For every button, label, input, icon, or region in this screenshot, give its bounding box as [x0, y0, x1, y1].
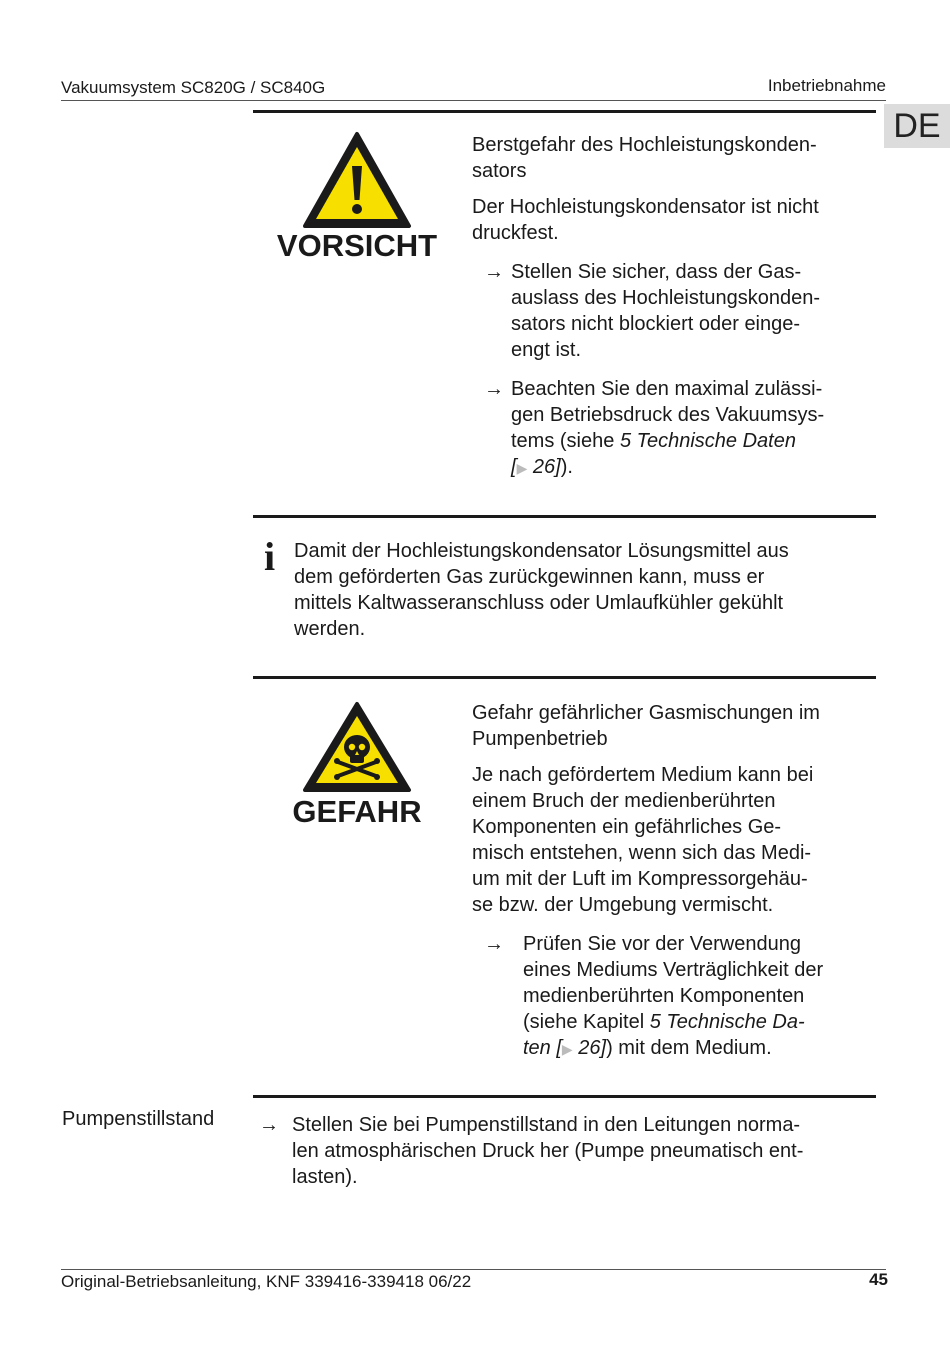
danger-body-line: se bzw. der Umgebung vermischt. [472, 894, 774, 916]
standstill-step [259, 1112, 879, 1192]
info-icon: i [264, 534, 276, 579]
info-line: dem geförderten Gas zurückgewinnen kann, muss er [294, 566, 765, 588]
arrow-right-icon: → [259, 1114, 279, 1136]
danger-body-line: misch entstehen, wenn sich das Medi- [472, 842, 812, 864]
danger-body-line: Komponenten ein gefährliches Ge- [472, 816, 782, 838]
step-line: Prüfen Sie vor der Verwendung [523, 933, 801, 955]
info-line: mittels Kaltwasseranschluss oder Umlaufkühler gekühlt [294, 592, 784, 614]
standstill-top-rule [253, 1095, 876, 1098]
cross-reference-link[interactable]: ten [ [523, 1037, 562, 1059]
danger-step [484, 931, 874, 1066]
cross-reference-bracket: [ [511, 456, 517, 478]
cross-reference-page[interactable]: 26] [527, 456, 561, 478]
caution-body-line: Der Hochleistungskondensator ist nicht [472, 196, 819, 218]
step-line: sators nicht blockiert oder einge- [511, 313, 801, 335]
cross-reference-link[interactable]: 5 Technische Daten [619, 430, 796, 452]
cross-reference-link[interactable]: 5 Technische Da- [649, 1011, 805, 1033]
danger-signal-word: GEFAHR [292, 794, 422, 829]
step-line: engt ist. [511, 339, 582, 361]
step-text: tems (siehe [511, 430, 620, 452]
step-line: auslass des Hochleistungskonden- [511, 287, 821, 309]
step-line: len atmosphärischen Druck her (Pumpe pneumatisch ent- [292, 1140, 804, 1162]
danger-body-line: um mit der Luft im Kompressorgehäu- [472, 868, 808, 890]
standstill-margin-label: Pumpenstillstand [62, 1108, 215, 1130]
danger-body-line: Je nach gefördertem Medium kann bei [472, 764, 814, 786]
step-line: Beachten Sie den maximal zulässi- [511, 378, 823, 400]
caution-title-line: Berstgefahr des Hochleistungskonden- [472, 134, 817, 156]
step-line: Stellen Sie bei Pumpenstillstand in den Leitungen norma- [292, 1114, 801, 1136]
step-line [511, 454, 824, 481]
arrow-right-icon: → [484, 261, 504, 283]
info-line: werden. [294, 618, 366, 640]
step-line: gen Betriebsdruck des Vakuumsys- [511, 404, 825, 426]
step-line [511, 428, 824, 454]
page-number: 45 [869, 1270, 888, 1289]
arrow-right-icon: → [484, 933, 504, 955]
reference-triangle-icon: ▶ [516, 460, 528, 476]
footer-divider [61, 1269, 886, 1270]
info-text [294, 538, 874, 642]
reference-triangle-icon: ▶ [561, 1041, 573, 1057]
caution-step-2 [484, 376, 874, 486]
step-text: (siehe Kapitel [523, 1011, 650, 1033]
step-line: Stellen Sie sicher, dass der Gas- [511, 261, 802, 283]
header-chapter-title: Inbetriebnahme [767, 76, 886, 95]
skull-warning-icon [301, 700, 413, 794]
footer-document-info: Original-Betriebsanleitung, KNF 339416-339418 06/22 [61, 1272, 472, 1291]
step-line [523, 1009, 823, 1035]
step-line: lasten). [292, 1166, 358, 1188]
danger-text [472, 700, 872, 918]
danger-body-line: einem Bruch der medienberührten [472, 790, 776, 812]
arrow-right-icon: → [484, 378, 504, 400]
step-line [523, 1035, 823, 1062]
danger-top-rule [253, 676, 876, 679]
step-line: medienberührten Komponenten [523, 985, 805, 1007]
caution-top-rule [253, 110, 876, 113]
language-tab: DE [884, 104, 950, 148]
caution-title-line: sators [472, 160, 527, 182]
caution-text [472, 132, 872, 246]
header-divider [61, 100, 886, 101]
step-line: eines Mediums Verträglichkeit der [523, 959, 824, 981]
info-top-rule [253, 515, 876, 518]
caution-signal-word: VORSICHT [276, 228, 438, 263]
step-text: ) mit dem Medium. [606, 1037, 772, 1059]
header-document-title: Vakuumsystem SC820G / SC840G [61, 78, 326, 97]
step-text: ). [560, 456, 573, 478]
info-line: Damit der Hochleistungskondensator Lösungsmittel aus [294, 540, 789, 562]
cross-reference-page[interactable]: 26] [572, 1037, 607, 1059]
warning-triangle-icon [301, 130, 413, 230]
danger-title-line: Pumpenbetrieb [472, 728, 608, 750]
caution-step-1 [484, 259, 874, 369]
danger-title-line: Gefahr gefährlicher Gasmischungen im [472, 702, 820, 724]
caution-body-line: druckfest. [472, 222, 559, 244]
